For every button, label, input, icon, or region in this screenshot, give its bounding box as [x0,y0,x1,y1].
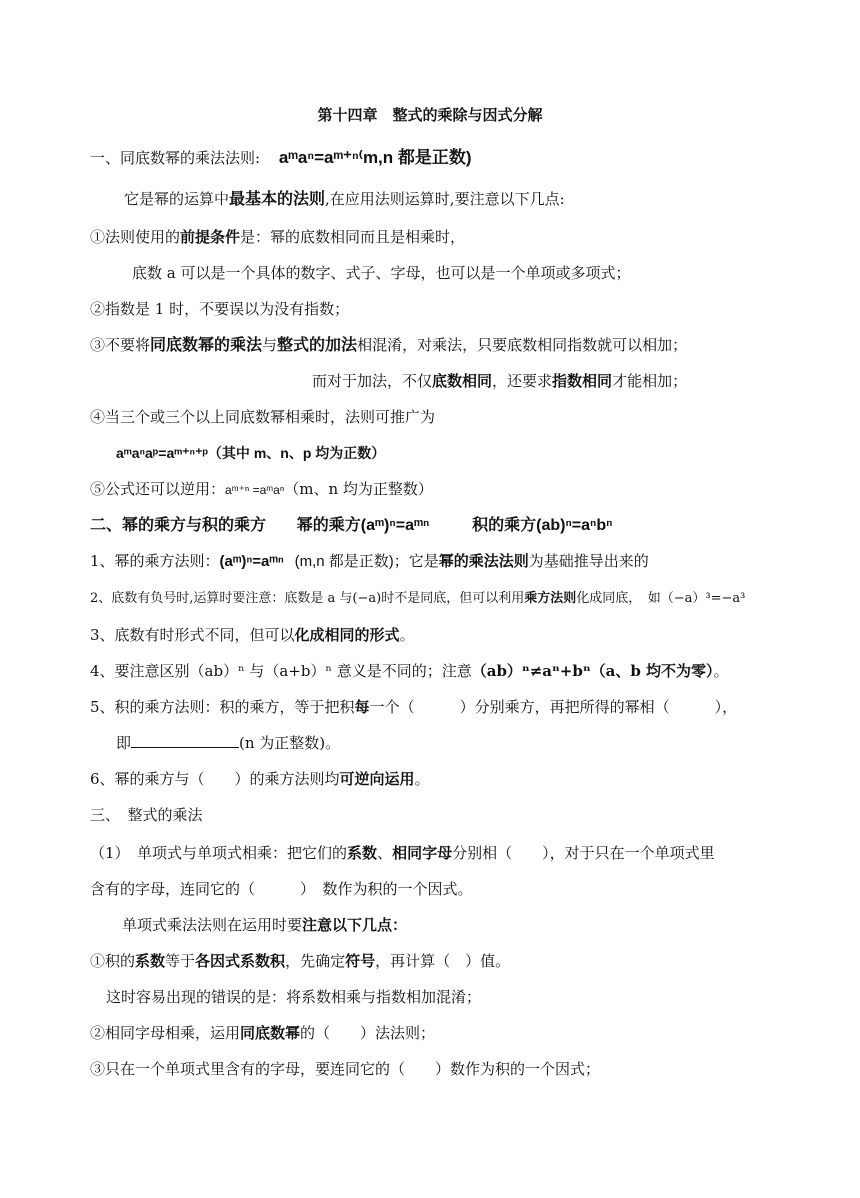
intro-text: 它是幂的运算中 [124,190,230,208]
point3-text-2: 与 [262,336,278,354]
point1-text-end: 是：幂的底数相同而且是相乘时， [240,228,466,246]
section2-formula-power: 幂的乘方(aᵐ)ⁿ=aᵐⁿ [296,517,430,534]
section1-heading: 一、同底数幂的乘法法则: [90,149,261,167]
sub1-text-2: 、 [377,844,393,862]
note2-text-end: 的（ ）法法则； [300,1024,436,1042]
intro-text-end: ,在应用法则运算时,要注意以下几点: [325,190,565,208]
note2-text: ②相同字母相乘，运用 [90,1024,241,1042]
point1-continued: 底数 a 可以是一个具体的数字、式子、字母，也可以是一个单项或多项式； [132,264,631,282]
item1-emphasis: 幂的乘法法则 [438,552,529,570]
note1-text-2: 等于 [165,952,196,970]
item1-text-2: (m,n 都是正数)；它是 [294,553,439,570]
item4 [90,660,729,682]
item2-text: 2、底数有负号时,运算时要注意：底数是 a 与(−a)时不是同底，但可以利用 [90,591,525,606]
item5-2-text: 即 [116,734,132,752]
sub1-continued: 含有的字母，连同它的（ ） 数作为积的一个因式。 [90,880,473,898]
item1-text: 1、幂的乘方法则： [90,552,220,570]
sub1-emphasis-2: 相同字母 [392,844,453,862]
item6 [90,768,430,790]
sub1-text: （1） 单项式与单项式相乘：把它们的 [90,844,348,862]
fill-in-blank [131,733,239,748]
point3-text-end: 相混淆，对乘法，只要底数相同指数就可以相加； [357,336,688,354]
item1-text-end: 为基础推导出来的 [528,552,649,570]
point5-text-end: （m、n 均为正整数） [284,480,433,498]
item5-text-end: 一个（ ）分别乘方，再把所得的幂相（ ）， [369,698,738,716]
section2-heading: 二、幂的乘方与积的乘方 [90,515,267,534]
item3-emphasis: 化成相同的形式 [294,626,400,644]
note1-text: ①积的 [90,952,136,970]
item5-2-text-end: (n 为正整数)。 [239,734,341,752]
sub1 [90,842,715,864]
sub1-text-end: 分别相（ ），对于只在一个单项式里 [452,844,715,862]
item1-formula: (aᵐ)ⁿ=aᵐⁿ [219,553,284,570]
note2-emphasis: 同底数幂 [240,1024,301,1042]
point1 [90,226,465,248]
point3-2-text: 而对于加法，不仅 [312,372,433,390]
item4-emphasis: （ab）ⁿ≠aⁿ+bⁿ（a、b 均不为零） [471,662,714,680]
note1 [90,950,510,972]
point5-text: ⑤公式还可以逆用： [90,480,226,498]
point3-emphasis-1: 同底数幂的乘法 [150,335,263,354]
rule-note [122,914,407,936]
point1-text: ①法则使用的 [90,228,181,246]
item4-text: 4、要注意区别（ab）ⁿ 与（a+b）ⁿ 意义是不同的；注意 [90,662,472,680]
item3-text-end: 。 [399,626,415,644]
note3: ③只在一个单项式里含有的字母，要连同它的（ ）数作为积的一个因式； [90,1060,601,1078]
intro-emphasis: 最基本的法则 [229,189,326,208]
note1-text-end: ，再计算（ ）值。 [375,952,511,970]
sub1-emphasis-1: 系数 [347,844,378,862]
section3-heading: 三、 整式的乘法 [90,806,203,824]
point3-2-text-end: 才能相加； [612,372,688,390]
note2 [90,1022,435,1044]
item5-continued [116,732,340,754]
item2 [90,588,745,610]
rule-note-text: 单项式乘法法则在运用时要 [122,916,303,934]
point1-emphasis: 前提条件 [180,228,241,246]
item2-text-end: 化成同底， 如（−a）³=−a³ [576,591,746,606]
item3 [90,624,415,646]
note1-emphasis-1: 系数 [135,952,166,970]
point3-emphasis-2: 整式的加法 [277,335,358,354]
chapter-title: 第十四章 整式的乘除与因式分解 [317,106,543,124]
note1-continued: 这时容易出现的错误的是：将系数相乘与指数相加混淆； [106,988,482,1006]
point5 [90,478,433,501]
section2-heading-line [90,514,612,537]
section1-heading-line [90,147,472,169]
point2: ②指数是 1 时，不要误以为没有指数； [90,300,350,318]
note1-emphasis-3: 符号 [345,952,376,970]
section2-formula-product: 积的乘方(ab)ⁿ=aⁿbⁿ [472,517,613,534]
item3-text: 3、底数有时形式不同，但可以 [90,626,295,644]
item4-text-end: 。 [713,662,729,680]
section1-formula: aᵐaⁿ=aᵐ⁺ⁿ⁽m,n 都是正数) [278,148,472,167]
item6-text-end: 。 [414,770,430,788]
rule-note-emphasis: 注意以下几点： [302,916,408,934]
item2-emphasis: 乘方法则 [524,591,577,606]
point4-formula: aᵐaⁿaᵖ=aᵐ⁺ⁿ⁺ᵖ（其中 m、n、p 均为正数） [116,445,386,461]
item6-emphasis: 可逆向运用 [339,770,415,788]
item5-emphasis: 每 [354,698,370,716]
note1-text-3: ，先确定 [285,952,346,970]
point4: ④当三个或三个以上同底数幂相乘时，法则可推广为 [90,408,436,426]
point5-formula: aᵐ⁺ⁿ =aᵐaⁿ [225,483,285,497]
section1-intro [124,188,565,210]
point3-text: ③不要将 [90,336,151,354]
point3 [90,334,687,356]
item5-text: 5、积的乘方法则：积的乘方，等于把积 [90,698,355,716]
point3-continued [312,370,687,392]
item6-text: 6、幂的乘方与（ ）的乘方法则均 [90,770,340,788]
point3-2-emphasis-2: 指数相同 [552,372,613,390]
item5 [90,696,737,718]
item1 [90,550,649,573]
point3-2-emphasis-1: 底数相同 [432,372,493,390]
point3-2-text-2: ，还要求 [492,372,553,390]
note1-emphasis-2: 各因式系数积 [195,952,286,970]
